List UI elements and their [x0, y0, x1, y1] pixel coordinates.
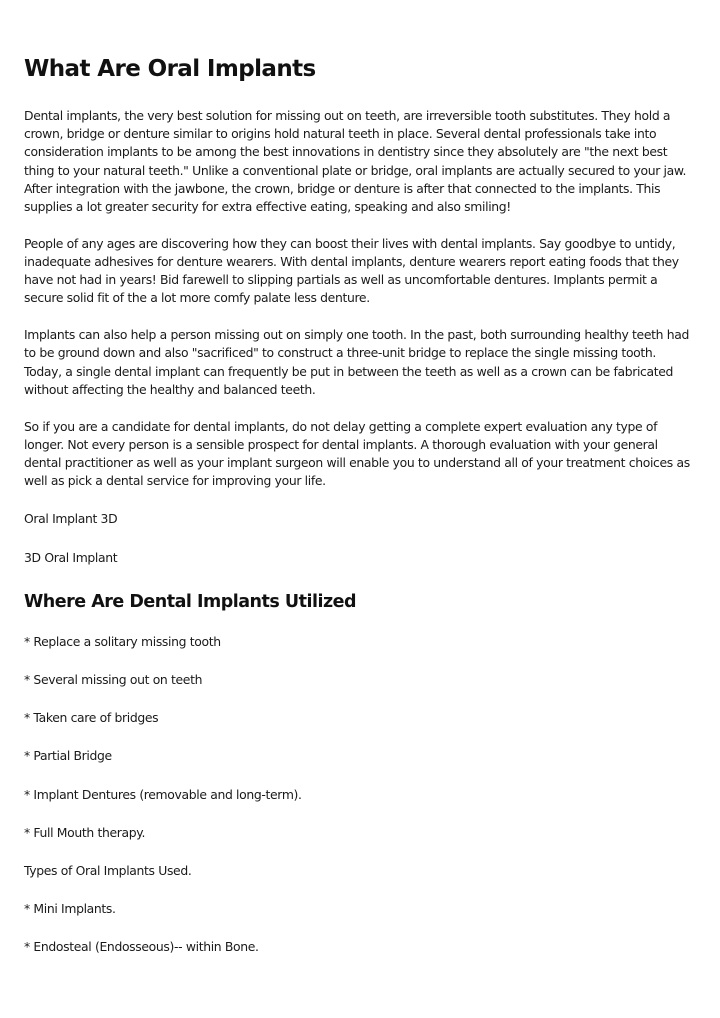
page-title: What Are Oral Implants — [24, 56, 316, 82]
short-line-oral-implant-3d: Oral Implant 3D — [24, 511, 118, 527]
list-item: Types of Oral Implants Used. — [24, 863, 192, 879]
list-item: * Replace a solitary missing tooth — [24, 633, 221, 649]
paragraph-intro: Dental implants, the very best solution for missing out on teeth, are irreversible tooth substitutes. They hold a crown, bridge or denture similar to origins hold natural teeth in place. Several dental professionals take into consideration implants to be among the best innovations in dentistry since they absolutely are "the next best thing to your natural teeth." Unlike a conventional plate or bridge, oral implants are actually secured to your jaw. After integration with the jawbone, the crown, bridge or denture is after that connected to the implants. This supplies a lot greater security for extra effective eating, speaking and also smiling! — [24, 108, 687, 215]
section-title: Where Are Dental Implants Utilized — [24, 591, 357, 612]
short-line-3d-oral-implant: 3D Oral Implant — [24, 549, 118, 565]
paragraph-candidate: So if you are a candidate for dental implants, do not delay getting a complete expert evaluation any type of longer. Not every person is a sensible prospect for dental implants. A thorough evaluation with your general dental practitioner as well as your implant surgeon will enable you to understand all of your treatment choices as well as pick a dental service for improving your life. — [24, 418, 690, 489]
list-item: * Endosteal (Endosseous)-- within Bone. — [24, 939, 259, 955]
list-item: * Full Mouth therapy. — [24, 824, 146, 840]
paragraph-ages: People of any ages are discovering how they can boost their lives with dental implants. Say goodbye to untidy, inadequate adhesives for denture wearers. With dental implants, denture wearers report eating foods that they have not had in years! Bid farewell to slipping partials as well as uncomfortable dentures. Implants permit a secure solid fit of the a lot more comfy palate less denture. — [24, 235, 679, 306]
list-item: * Mini Implants. — [24, 901, 116, 917]
list-item: * Several missing out on teeth — [24, 672, 203, 688]
paragraph-single-tooth: Implants can also help a person missing out on simply one tooth. In the past, both surrounding healthy teeth had to be ground down and also "sacrificed" to construct a three-unit bridge to replace the single missing tooth. Today, a single dental implant can frequently be put in between the teeth as well as a crown can be fabricated without affecting the healthy and balanced teeth. — [24, 327, 689, 397]
list-item: * Taken care of bridges — [24, 710, 159, 726]
list-item: * Implant Dentures (removable and long-term). — [24, 786, 302, 802]
list-item: * Partial Bridge — [24, 748, 112, 764]
uses-list — [24, 633, 696, 957]
